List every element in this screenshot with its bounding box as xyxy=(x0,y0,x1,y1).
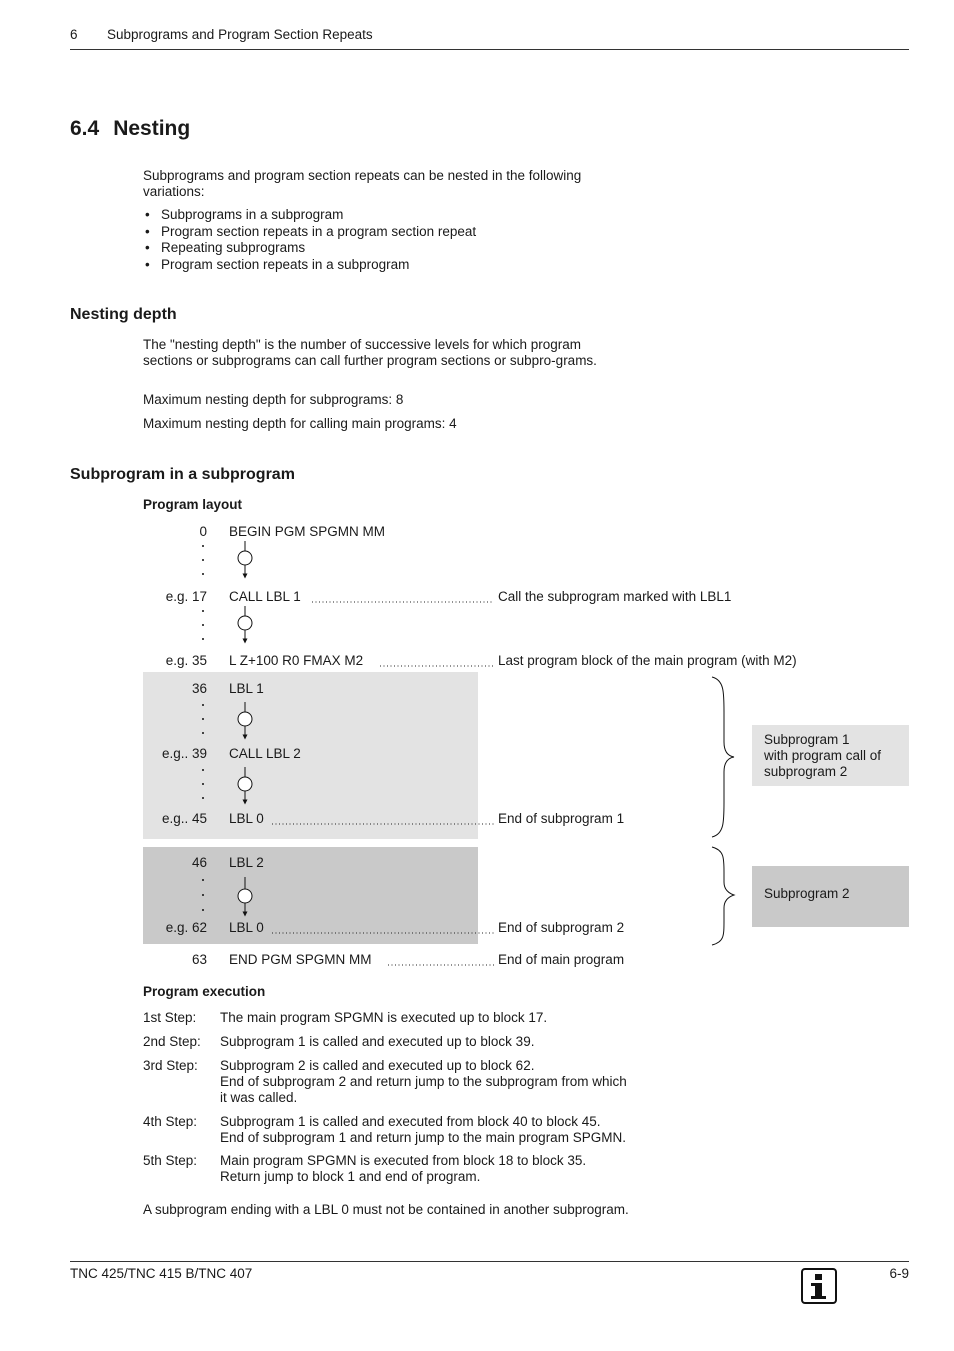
subprogram-2-note xyxy=(752,866,909,927)
block-code: CALL LBL 2 xyxy=(229,746,301,761)
ellipsis-dots xyxy=(202,545,204,575)
ellipsis-dots xyxy=(202,610,204,640)
brace-subprogram-2 xyxy=(712,847,734,945)
step-text: Main program SPGMN is executed from block 18 to block 35. xyxy=(220,1153,587,1168)
footer-rule xyxy=(70,1261,909,1262)
block-number: 36 xyxy=(191,681,207,696)
step-label: 4th Step: xyxy=(143,1114,198,1129)
chapter-title: Subprograms and Program Section Repeats xyxy=(107,27,373,42)
block-number: 0 xyxy=(199,524,207,539)
nesting-depth-heading: Nesting depth xyxy=(70,306,177,323)
program-execution-heading: Program execution xyxy=(143,984,266,999)
section-number: 6.4 xyxy=(70,117,100,140)
block-code: L Z+100 R0 FMAX M2 xyxy=(229,653,364,668)
section-name: Nesting xyxy=(113,117,191,140)
flow-arrow-icon xyxy=(238,606,252,641)
max-main-programs: Maximum nesting depth for calling main programs: 4 xyxy=(143,416,457,431)
step-label: 3rd Step: xyxy=(143,1058,198,1073)
info-icon xyxy=(801,1268,837,1304)
step-text: it was called. xyxy=(220,1090,298,1105)
block-number: e.g. 35 xyxy=(165,653,207,668)
flow-arrow-icon xyxy=(238,541,252,576)
note-line: Subprogram 1 xyxy=(764,732,850,747)
ellipsis-dots xyxy=(202,704,204,734)
block-code: END PGM SPGMN MM xyxy=(229,952,372,967)
block-code: LBL 0 xyxy=(229,920,264,935)
program-layout-heading: Program layout xyxy=(143,497,243,512)
closing-note: A subprogram ending with a LBL 0 must not be contained in another subprogram. xyxy=(143,1202,629,1217)
block-comment: End of main program xyxy=(498,952,625,967)
block-number: e.g.. 45 xyxy=(161,811,207,826)
block-code: LBL 1 xyxy=(229,681,264,696)
footer-models: TNC 425/TNC 415 B/TNC 407 xyxy=(70,1266,253,1281)
block-code: BEGIN PGM SPGMN MM xyxy=(229,524,386,539)
max-subprograms: Maximum nesting depth for subprograms: 8 xyxy=(143,392,404,407)
step-text: Return jump to block 1 and end of program. xyxy=(220,1169,481,1184)
step-text: Subprogram 2 is called and executed up to block 62. xyxy=(220,1058,535,1073)
block-number: 46 xyxy=(191,855,207,870)
subprogram-heading: Subprogram in a subprogram xyxy=(70,466,295,483)
block-code: LBL 0 xyxy=(229,811,264,826)
chapter-number: 6 xyxy=(70,27,78,42)
block-comment: Last program block of the main program (with M2) xyxy=(498,653,797,668)
list-item: • Program section repeats in a program section repeat xyxy=(143,224,476,241)
block-number: e.g. 62 xyxy=(165,920,207,935)
list-item: • Repeating subprograms xyxy=(143,240,476,257)
block-comment: Call the subprogram marked with LBL1 xyxy=(498,589,732,604)
block-code: LBL 2 xyxy=(229,855,264,870)
intro-paragraph: Subprograms and program section repeats can be nested in the following variations: xyxy=(143,168,582,199)
block-number: e.g. 17 xyxy=(165,589,207,604)
nesting-depth-definition: The "nesting depth" is the number of successive levels for which program sections or subprograms can call further program sections or subpro-grams. xyxy=(143,337,597,368)
flow-arrow-icon xyxy=(238,702,252,737)
step-label: 1st Step: xyxy=(143,1010,197,1025)
list-item: • Subprograms in a subprogram xyxy=(143,207,476,224)
step-text: End of subprogram 1 and return jump to the main program SPGMN. xyxy=(220,1130,626,1145)
block-number: 63 xyxy=(191,952,207,967)
step-label: 2nd Step: xyxy=(143,1034,201,1049)
step-text: Subprogram 1 is called and executed up to block 39. xyxy=(220,1034,535,1049)
ellipsis-dots xyxy=(202,769,204,799)
step-label: 5th Step: xyxy=(143,1153,198,1168)
page-number: 6-9 xyxy=(889,1266,909,1281)
block-code: CALL LBL 1 xyxy=(229,589,301,604)
ellipsis-dots xyxy=(202,879,204,911)
note-line: Subprogram 2 xyxy=(764,886,850,901)
note-line: with program call of xyxy=(764,748,882,763)
flow-arrow-icon xyxy=(238,877,252,914)
block-number: e.g.. 39 xyxy=(161,746,207,761)
block-comment: End of subprogram 2 xyxy=(498,920,625,935)
step-text: The main program SPGMN is executed up to block 17. xyxy=(220,1010,548,1025)
subprogram-1-note xyxy=(752,725,909,786)
step-text: Subprogram 1 is called and executed from block 40 to block 45. xyxy=(220,1114,601,1129)
step-text: End of subprogram 2 and return jump to the subprogram from which xyxy=(220,1074,627,1089)
brace-subprogram-1 xyxy=(712,677,734,837)
note-line: subprogram 2 xyxy=(764,764,848,779)
flow-arrow-icon xyxy=(238,767,252,802)
list-item: • Program section repeats in a subprogram xyxy=(143,257,476,274)
block-comment: End of subprogram 1 xyxy=(498,811,625,826)
